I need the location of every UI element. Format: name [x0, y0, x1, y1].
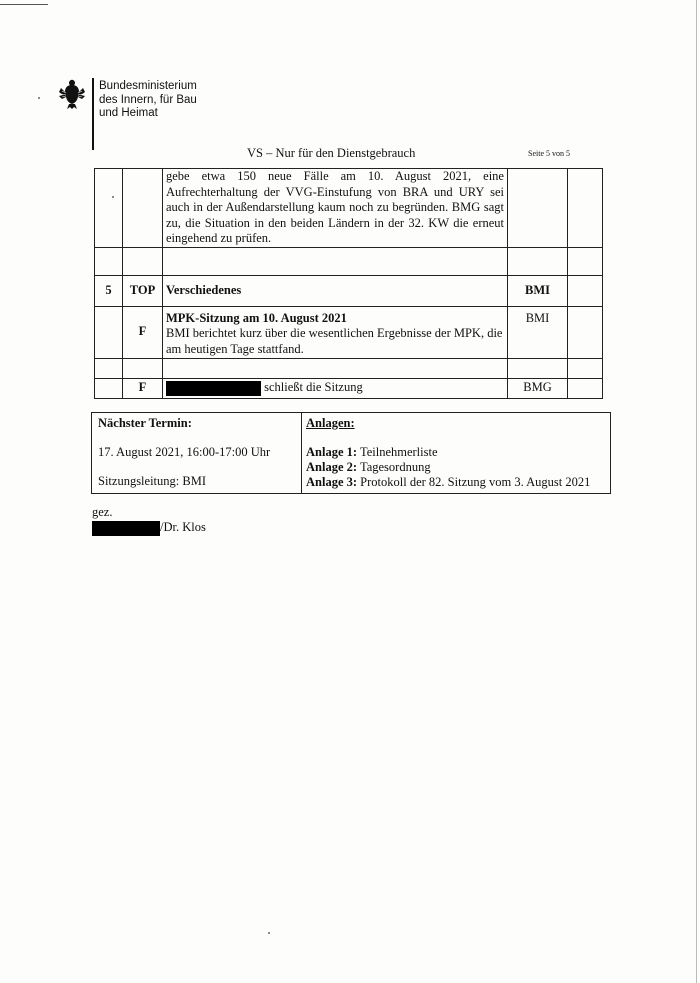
- table-cell: [568, 247, 603, 275]
- signature-gez: gez.: [92, 505, 113, 519]
- signature-name: /Dr. Klos: [160, 520, 206, 534]
- signature-line: [92, 520, 206, 536]
- table-cell: [508, 358, 568, 378]
- next-meeting-column: [98, 416, 298, 489]
- attachments-heading: Anlagen:: [306, 416, 355, 430]
- close-responsible: BMG: [508, 378, 568, 398]
- continuation-text: gebe etwa 150 neue Fälle am 10. August 2021, eine Aufrechterhaltung der VVG-Einstufung von BRA und URY sei auch in der Außendarstellung kaum noch zu begründen. BMG sagt zu, die Situation in den beiden Ländern in der 32. KW die erneut eingehend zu prüfen.: [163, 169, 508, 248]
- table-cell: [95, 306, 123, 358]
- table-cell: [568, 378, 603, 398]
- session-chair: Sitzungsleitung: BMI: [98, 474, 206, 488]
- attachment-item: [306, 460, 606, 475]
- attachment-text: Teilnehmerliste: [357, 445, 438, 459]
- scan-top-line: [0, 4, 48, 5]
- table-cell: [123, 169, 163, 248]
- table-cell: [95, 247, 123, 275]
- table-row: [95, 247, 603, 275]
- table-row: [95, 275, 603, 306]
- table-cell: [568, 169, 603, 248]
- agenda-table: [94, 168, 603, 399]
- attachments-column: [306, 416, 606, 490]
- mpk-title: MPK-Sitzung am 10. August 2021: [166, 310, 347, 325]
- attachment-label: Anlage 1:: [306, 445, 358, 459]
- table-cell: [95, 378, 123, 398]
- attachment-item: [306, 445, 606, 460]
- redaction-bar: [166, 381, 261, 396]
- table-cell: [163, 247, 508, 275]
- top-label: TOP: [123, 275, 163, 306]
- attachment-item: [306, 475, 606, 490]
- next-meeting-date: 17. August 2021, 16:00-17:00 Uhr: [98, 445, 271, 459]
- table-cell: [508, 247, 568, 275]
- table-cell: [163, 358, 508, 378]
- federal-eagle-icon: [57, 78, 87, 110]
- attachment-label: Anlage 2:: [306, 460, 358, 474]
- scan-speck: [268, 932, 270, 934]
- box-divider: [301, 413, 302, 493]
- ministry-line-3: und Heimat: [99, 107, 158, 119]
- table-row: [95, 169, 603, 248]
- top-number: 5: [95, 275, 123, 306]
- top-title: Verschiedenes: [163, 275, 508, 306]
- table-row: [95, 378, 603, 398]
- table-cell: [123, 358, 163, 378]
- ministry-name: [99, 80, 197, 121]
- table-cell: [123, 247, 163, 275]
- mpk-type: F: [123, 306, 163, 358]
- table-cell: [508, 169, 568, 248]
- attachment-text: Protokoll der 82. Sitzung vom 3. August 2021: [357, 475, 591, 489]
- table-cell: [568, 275, 603, 306]
- mpk-text: BMI berichtet kurz über die wesentlichen Ergebnisse der MPK, die am heutigen Tage stattfand.: [166, 326, 503, 356]
- ministry-line-2: des Innern, für Bau: [99, 93, 197, 106]
- table-cell: [95, 169, 123, 248]
- scan-right-edge: [696, 0, 697, 983]
- ministry-line-1: Bundesministerium: [99, 80, 197, 92]
- attachment-text: Tagesordnung: [357, 460, 431, 474]
- table-row: [95, 306, 603, 358]
- classification-marking: VS – Nur für den Dienstgebrauch: [247, 146, 416, 160]
- redaction-bar: [92, 521, 160, 536]
- table-cell: [568, 306, 603, 358]
- table-row: [95, 358, 603, 378]
- mpk-responsible: BMI: [508, 306, 568, 358]
- table-cell: [568, 358, 603, 378]
- table-cell: [95, 358, 123, 378]
- page-number: Seite 5 von 5: [528, 149, 570, 158]
- meeting-info-box: [91, 412, 611, 494]
- scan-speck: [38, 97, 40, 99]
- close-text: schließt die Sitzung: [261, 380, 363, 395]
- mpk-item: [163, 306, 508, 358]
- next-meeting-heading: Nächster Termin:: [98, 416, 192, 430]
- top-responsible: BMI: [508, 275, 568, 306]
- close-type: F: [123, 378, 163, 398]
- attachment-label: Anlage 3:: [306, 475, 358, 489]
- letterhead-divider: [92, 78, 94, 150]
- scan-speck: [112, 196, 114, 198]
- close-item: [163, 378, 508, 398]
